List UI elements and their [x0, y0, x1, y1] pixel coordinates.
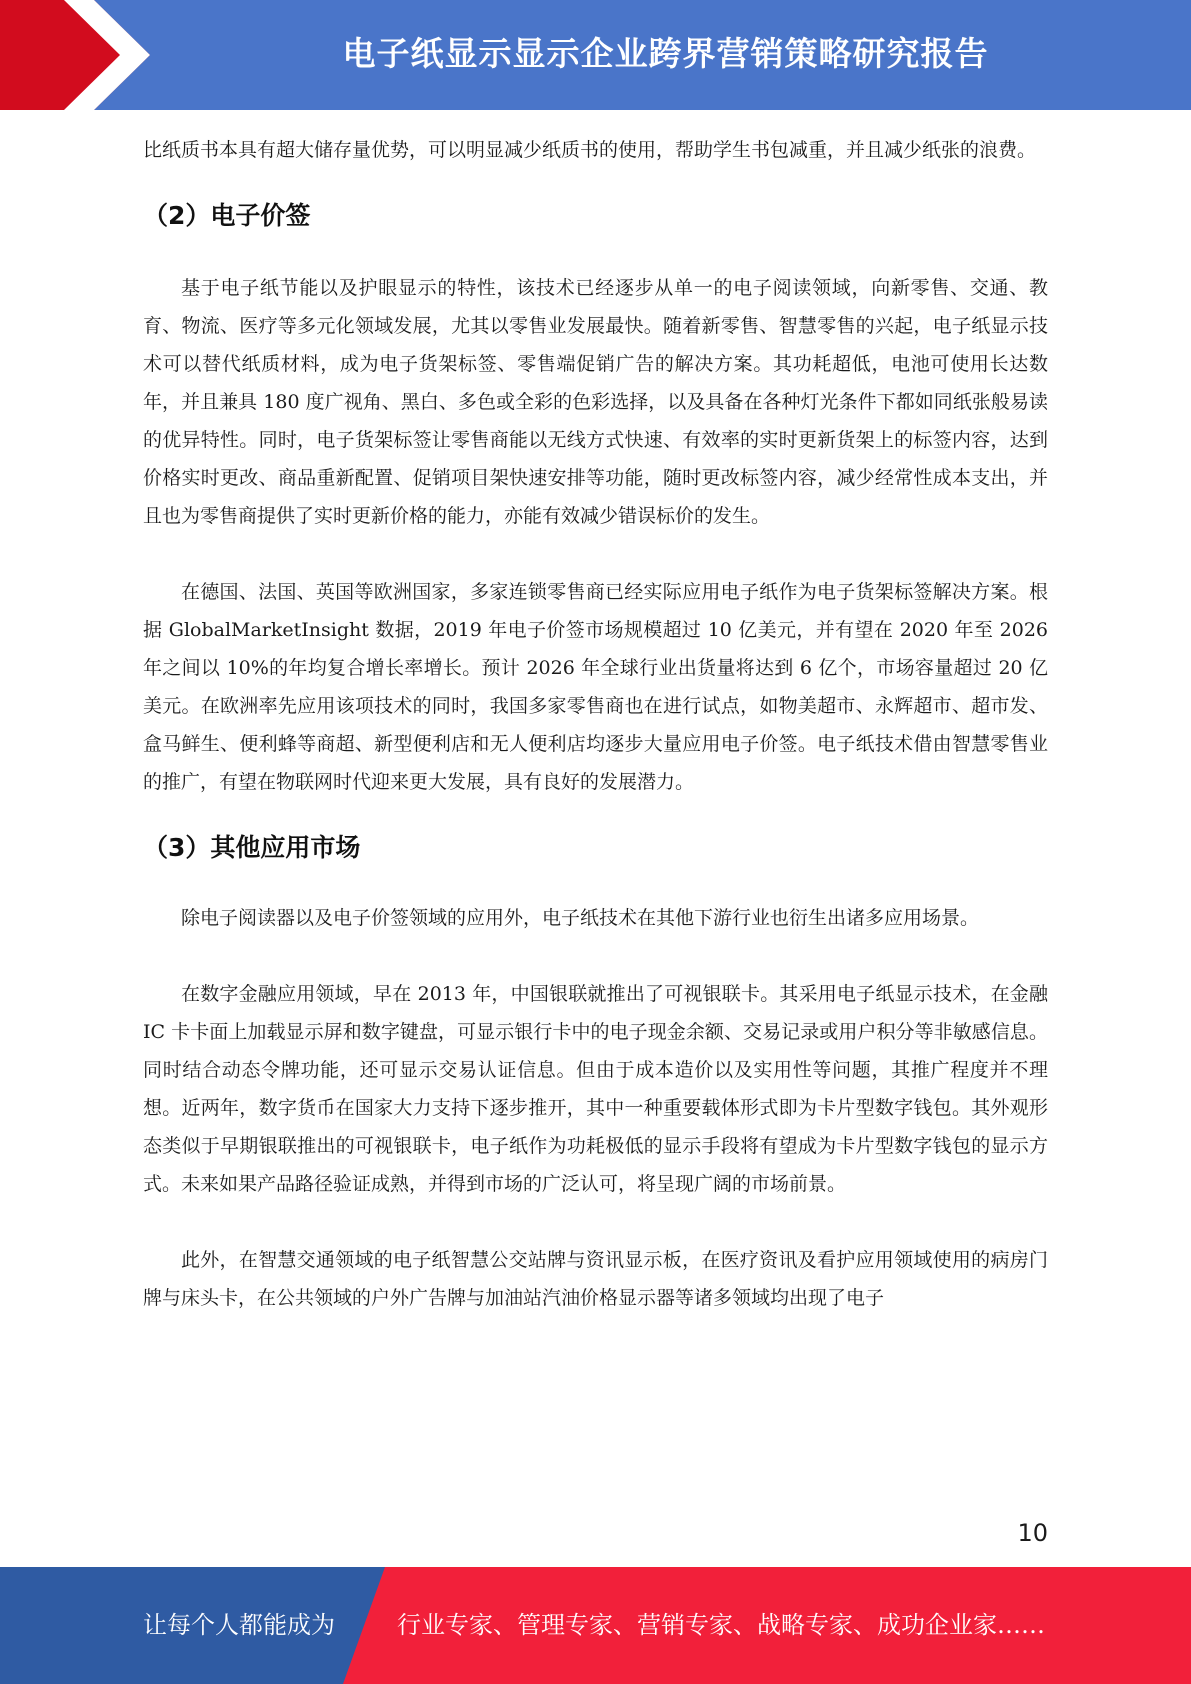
paragraph-other-1: 除电子阅读器以及电子价签领域的应用外，电子纸技术在其他下游行业也衍生出诸多应用场景。 — [181, 907, 980, 929]
footer-slogan-right: 行业专家、管理专家、营销专家、战略专家、成功企业家…… — [397, 1611, 1045, 1639]
paragraph-gap — [143, 1203, 1048, 1241]
section-heading-other-markets: （3）其他应用市场 — [143, 833, 361, 862]
paragraph-gap — [143, 937, 1048, 975]
paragraph-price-tag-2: 在德国、法国、英国等欧洲国家，多家连锁零售商已经实际应用电子纸作为电子货架标签解决方案。根据 GlobalMarketInsight 数据，2019 年电子价签市场规模超过 10 亿美元，并有望在 2020 年至 2026 年之间以 10%的年均复合增长率增长。预计 2026 年全球行业出货量将达到 6 亿个，市场容量超过 20 亿美元。在欧洲率先应用该项技术的同时，我国多家零售商也在进行试点，如物美超市、永辉超市、超市发、盒马鲜生、便利蜂等商超、新型便利店和无人便利店均逐步大量应用电子价签。电子纸技术借由智慧零售业的推广，有望在物联网时代迎来更大发展，具有良好的发展潜力。 — [143, 581, 1048, 793]
paragraph-gap — [143, 535, 1048, 573]
paragraph-price-tag-1: 基于电子纸节能以及护眼显示的特性，该技术已经逐步从单一的电子阅读领域，向新零售、交通、教育、物流、医疗等多元化领域发展，尤其以零售业发展最快。随着新零售、智慧零售的兴起，电子纸显示技术可以替代纸质材料，成为电子货架标签、零售端促销广告的解决方案。其功耗超低，电池可使用长达数年，并且兼具 180 度广视角、黑白、多色或全彩的色彩选择，以及具备在各种灯光条件下都如同纸张般易读的优异特性。同时，电子货架标签让零售商能以无线方式快速、有效率的实时更新货架上的标签内容，达到价格实时更改、商品重新配置、促销项目架快速安排等功能，随时更改标签内容，减少经常性成本支出，并且也为零售商提供了实时更新价格的能力，亦能有效减少错误标价的发生。 — [143, 277, 1048, 527]
page-number: 10 — [1017, 1519, 1048, 1547]
section-heading-price-tag: （2）电子价签 — [143, 201, 311, 230]
page-header — [0, 0, 1191, 110]
page-footer — [0, 1567, 1191, 1684]
footer-slogan-left: 让每个人都能成为 — [143, 1611, 335, 1639]
paragraph-intro: 比纸质书本具有超大储存量优势，可以明显减少纸质书的使用，帮助学生书包减重，并且减少纸张的浪费。 — [143, 139, 1037, 161]
document-body — [143, 131, 1048, 1317]
paragraph-other-3: 此外，在智慧交通领域的电子纸智慧公交站牌与资讯显示板，在医疗资讯及看护应用领域使用的病房门牌与床头卡，在公共领域的户外广告牌与加油站汽油价格显示器等诸多领域均出现了电子 — [143, 1249, 1048, 1309]
header-title: 电子纸显示显示企业跨界营销策略研究报告 — [342, 34, 989, 73]
paragraph-other-2: 在数字金融应用领域，早在 2013 年，中国银联就推出了可视银联卡。其采用电子纸显示技术，在金融 IC 卡卡面上加载显示屏和数字键盘，可显示银行卡中的电子现金余额、交易记录或用户积分等非敏感信息。同时结合动态令牌功能，还可显示交易认证信息。但由于成本造价以及实用性等问题，其推广程度并不理想。近两年，数字货币在国家大力支持下逐步推开，其中一种重要载体形式即为卡片型数字钱包。其外观形态类似于早期银联推出的可视银联卡，电子纸作为功耗极低的显示手段将有望成为卡片型数字钱包的显示方式。未来如果产品路径验证成熟，并得到市场的广泛认可，将呈现广阔的市场前景。 — [143, 983, 1048, 1195]
